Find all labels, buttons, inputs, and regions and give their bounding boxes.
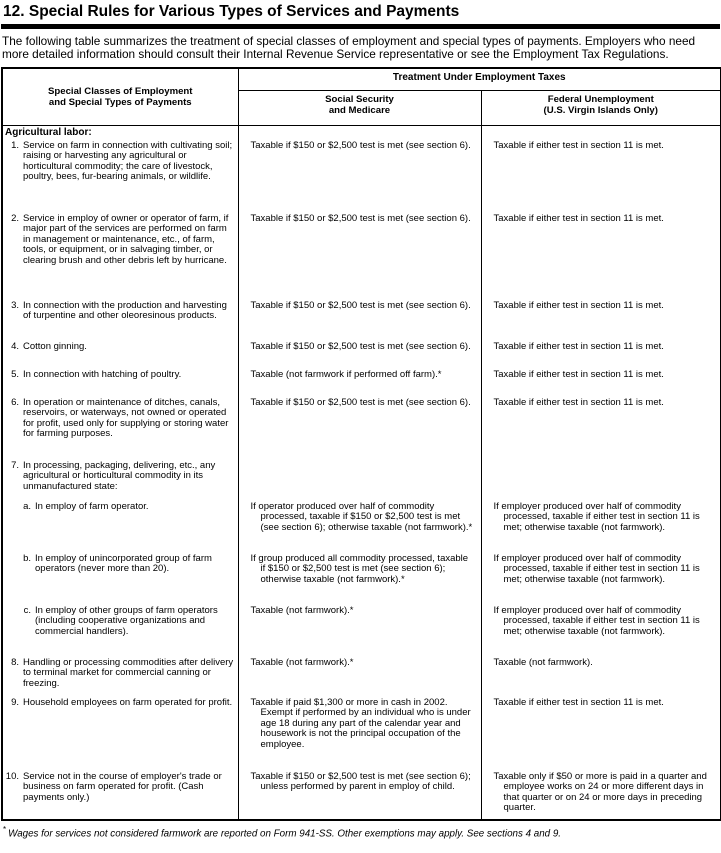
footnote-marker: * [3,824,7,834]
column-header-special-classes [2,68,238,126]
item-text: Service in employ of owner or operator of farm, if major part of the services are performed on farm in management or maintenance, etc., of farm, tools, or equipment, or in salvaging timber, or clearing brush and other debris left by hurricane. [23,212,229,266]
item-text: In employ of farm operator. [35,500,149,512]
table-row [2,604,721,656]
cell-text: Taxable if $150 or $2,500 test is met (see section 6). [250,299,471,311]
special-rules-table [1,67,721,821]
cell-class-of-employment [2,500,238,552]
table-row [2,656,721,696]
table-row [2,212,721,299]
cell-social-security [238,770,481,820]
cell-class-of-employment [2,212,238,299]
cell-class-of-employment [2,299,238,340]
item-number: 9. [11,696,19,708]
item-number: 6. [11,396,19,408]
cell-class-of-employment [2,139,238,212]
item-text: Service on farm in connection with cultivating soil; raising or harvesting any agricultural or horticultural commodity; the care of livestock, poultry, bees, fur-bearing animals, or wildlife. [23,139,233,182]
cell-federal-unemployment [481,604,721,656]
item-text: Service not in the course of employer's trade or business on farm operated for profit. (Cash payments only.) [23,770,222,803]
cell-federal-unemployment [481,212,721,299]
table-row [2,500,721,552]
cell-class-of-employment [2,396,238,459]
list-item [5,141,234,183]
item-number: 4. [11,340,19,352]
item-letter: b. [23,552,31,564]
intro-paragraph: The following table summarizes the treatment of special classes of employment and special types of payments. Employers who need more detailed information should consult their Internal Revenue Service representative or see the Employment Tax Regulations. [2,34,696,61]
cell-text: Taxable if either test in section 11 is met. [493,396,664,408]
list-item [5,214,234,267]
column-header-line: Federal Unemployment [547,94,654,105]
item-number: 3. [11,299,19,311]
table-row [2,299,721,340]
cell-social-security [238,552,481,604]
cell-text: Taxable if either test in section 11 is met. [493,299,664,311]
list-item [5,370,234,381]
column-header-treatment-group: Treatment Under Employment Taxes [238,68,721,91]
cell-social-security [238,126,481,139]
cell-text: Taxable if either test in section 11 is met. [493,696,664,708]
column-header-line: and Medicare [328,105,391,116]
table-row [2,340,721,368]
cell-social-security [238,604,481,656]
table-row [2,396,721,459]
cell-social-security [238,500,481,552]
item-text: In connection with the production and harvesting of turpentine and other oleoresinous products. [23,299,227,321]
cell-social-security [238,459,481,500]
item-text: In connection with hatching of poultry. [23,368,182,380]
item-number: 5. [11,368,19,380]
section-heading-cell [2,126,238,139]
list-item [19,606,234,638]
item-text: In employ of other groups of farm operators (including cooperative organizations and commercial handlers). [35,604,218,637]
cell-federal-unemployment [481,340,721,368]
cell-class-of-employment [2,368,238,396]
cell-text: Taxable (not farmwork).* [250,656,354,668]
cell-federal-unemployment [481,396,721,459]
cell-text: If operator produced over half of commodity processed, taxable if $150 or $2,500 test is met (see section 6); otherwise taxable (not farmwork).* [250,500,473,533]
item-number: 8. [11,656,19,668]
cell-text: Taxable if $150 or $2,500 test is met (see section 6); unless performed by parent in employ of child. [250,770,471,792]
item-text: Household employees on farm operated for profit. [23,696,233,708]
cell-social-security [238,396,481,459]
cell-federal-unemployment [481,459,721,500]
cell-federal-unemployment [481,500,721,552]
column-header-line: (U.S. Virgin Islands Only) [543,105,658,116]
cell-federal-unemployment [481,552,721,604]
column-header-line: Social Security [325,94,394,105]
table-row [2,368,721,396]
cell-class-of-employment [2,552,238,604]
cell-text: Taxable if $150 or $2,500 test is met (see section 6). [250,139,471,151]
cell-social-security [238,696,481,770]
cell-text: Taxable (not farmwork if performed off farm).* [250,368,442,380]
table-row [2,459,721,500]
list-item [5,398,234,440]
cell-class-of-employment [2,656,238,696]
page-title: 12. Special Rules for Various Types of Services and Payments [3,3,460,20]
item-letter: c. [23,604,31,616]
table-row [2,696,721,770]
list-item [19,502,234,513]
cell-text: If employer produced over half of commodity processed, taxable if either test in section 11 is met; otherwise taxable (not farmwork). [493,604,700,637]
cell-class-of-employment [2,604,238,656]
item-number: 7. [11,459,19,471]
column-header-line: and Special Types of Payments [48,97,192,108]
cell-federal-unemployment [481,368,721,396]
cell-federal-unemployment [481,139,721,212]
cell-text: Taxable only if $50 or more is paid in a quarter and employee works on 24 or more different days in that quarter or on 24 or more days in preceding quarter. [493,770,707,813]
item-letter: a. [23,500,31,512]
cell-class-of-employment [2,459,238,500]
list-item [5,342,234,353]
list-item [5,698,234,709]
cell-text: Taxable if $150 or $2,500 test is met (see section 6). [250,340,471,352]
cell-text: Taxable if $150 or $2,500 test is met (see section 6). [250,396,471,408]
title-rule [1,24,720,29]
item-text: In employ of unincorporated group of farm operators (never more than 20). [35,552,212,574]
column-header-social-security [238,91,481,126]
list-item [5,658,234,690]
cell-text: Taxable if $150 or $2,500 test is met (see section 6). [250,212,471,224]
cell-social-security [238,299,481,340]
item-text: In processing, packaging, delivering, etc., any agricultural or horticultural commodity in its unmanufactured state: [23,459,216,492]
cell-text: Taxable if either test in section 11 is met. [493,212,664,224]
cell-text: Taxable if paid $1,300 or more in cash in 2002. Exempt if performed by an individual who is under age 18 during any part of the calendar year and housework is not the principal occupation of the employee. [250,696,471,750]
list-item [19,554,234,575]
item-text: Cotton ginning. [23,340,87,352]
cell-federal-unemployment [481,656,721,696]
cell-text: If group produced all commodity processed, taxable if $150 or $2,500 test is met (see section 6); otherwise taxable (not farmwork).* [250,552,469,585]
list-item [5,301,234,322]
cell-class-of-employment [2,770,238,820]
column-header-federal-unemployment [481,91,721,126]
cell-text: Taxable if either test in section 11 is met. [493,139,664,151]
cell-text: Taxable (not farmwork). [493,656,593,668]
table-row [2,139,721,212]
column-header-line: Special Classes of Employment [48,86,193,97]
footnote [3,825,720,839]
cell-text: If employer produced over half of commodity processed, taxable if either test in section 11 is met; otherwise taxable (not farmwork). [493,500,700,533]
cell-social-security [238,656,481,696]
cell-social-security [238,212,481,299]
table-body [2,126,721,820]
cell-federal-unemployment [481,299,721,340]
item-text: Handling or processing commodities after delivery to terminal market for commercial canning or freezing. [23,656,234,689]
cell-class-of-employment [2,696,238,770]
section-heading-agricultural-labor: Agricultural labor: [5,127,92,138]
list-item [5,772,234,804]
cell-social-security [238,368,481,396]
table-header [2,68,721,126]
cell-federal-unemployment [481,696,721,770]
cell-federal-unemployment [481,770,721,820]
item-number: 10. [5,770,19,782]
cell-class-of-employment [2,340,238,368]
cell-social-security [238,340,481,368]
table-row [2,552,721,604]
cell-text: Taxable if either test in section 11 is met. [493,368,664,380]
section-heading-row [2,126,721,139]
cell-social-security [238,139,481,212]
document-page [0,3,721,839]
item-number: 2. [11,212,19,224]
footnote-text: Wages for services not considered farmwork are reported on Form 941-SS. Other exemptions may apply. See sections 4 and 9. [8,827,562,839]
item-text: In operation or maintenance of ditches, canals, reservoirs, or waterways, not owned or operated for profit, used only for supplying or storing water for farming purposes. [23,396,229,439]
cell-federal-unemployment [481,126,721,139]
table-row [2,770,721,820]
cell-text: Taxable (not farmwork).* [250,604,354,616]
list-item [5,461,234,493]
cell-text: If employer produced over half of commodity processed, taxable if either test in section 11 is met; otherwise taxable (not farmwork). [493,552,700,585]
item-number: 1. [11,139,19,151]
cell-text: Taxable if either test in section 11 is met. [493,340,664,352]
